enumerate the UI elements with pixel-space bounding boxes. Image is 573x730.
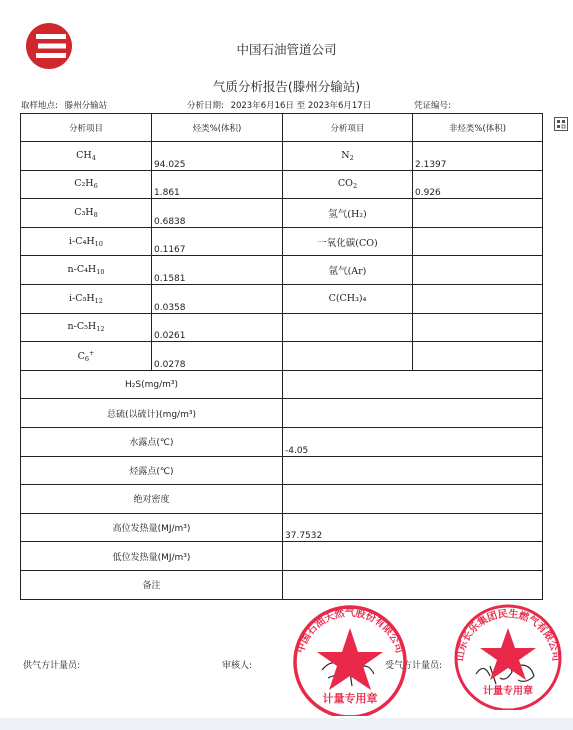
analysis-item-name [283,284,413,313]
formula-subscript: 6 [84,354,89,363]
table-row [21,485,543,514]
item-text: 氩气(Ar) [328,266,367,278]
component-formula [21,142,152,171]
table-row [21,284,543,313]
formula-subscript: 8 [93,210,98,219]
value-cell: 0.0358 [152,284,283,313]
company-name: 中国石油管道公司 [236,42,337,57]
property-value [283,485,543,514]
component-formula [21,284,152,313]
property-label: 高位发热量(MJ/m³) [21,513,283,542]
sampling-value: 滕州分输站 [64,101,108,111]
date-label: 分析日期: [187,101,224,111]
analysis-item-name [283,199,413,228]
viewer-bottom-bar [0,718,573,730]
formula-base: CH [76,149,92,161]
report-title: 气质分析报告(滕州分输站) [212,79,361,94]
table-row [21,313,543,342]
header-cell: 分析项目 [21,114,152,142]
seal-right-center: 计量专用章 [483,686,533,697]
component-formula [21,227,152,256]
value-cell [413,256,543,285]
value-cell: 0.1167 [152,227,283,256]
header-cell: 烃类%(体积) [152,114,283,142]
table-row [21,142,543,171]
value-cell: 0.6838 [152,199,283,228]
item-text: C(CH₃)₄ [328,293,367,305]
formula-base: C₂H [74,178,94,190]
component-formula [283,142,413,171]
component-formula [283,170,413,199]
item-text: 一氧化碳(CO) [317,237,378,249]
table-row [21,342,543,371]
table-header-row [21,114,543,142]
property-label: 备注 [21,570,283,599]
property-value [283,456,543,485]
formula-base: N [341,149,350,161]
seal-left-center: 计量专用章 [322,692,378,705]
date-value: 2023年6月16日 至 2023年6月17日 [230,101,372,111]
formula-base: n-C₄H [67,264,97,276]
formula-subscript: 2 [352,182,358,191]
property-value [283,399,543,428]
header-cell: 非烃类%(体积) [413,114,543,142]
qr-scan-icon[interactable] [554,117,568,131]
table-row [21,456,543,485]
analysis-item-name [283,227,413,256]
analysis-table [20,113,543,600]
value-cell [413,342,543,371]
receiver-metering-label: 受气方计量员: [385,661,443,671]
metering-seal-right [446,598,570,710]
table-row [21,542,543,571]
formula-subscript: 10 [94,239,103,248]
formula-superscript: + [88,348,95,357]
empty-cell [283,313,413,342]
certificate-number [414,99,451,111]
table-row [21,370,543,399]
formula-base: CO [337,178,353,190]
formula-base: i-C₅H [69,292,95,304]
table-row [21,170,543,199]
value-cell [413,199,543,228]
formula-base: C [77,350,85,362]
property-label: 总硫(以硫计)(mg/m³) [21,399,283,428]
table-row [21,570,543,599]
formula-subscript: 12 [96,325,105,334]
property-label: 低位发热量(MJ/m³) [21,542,283,571]
value-cell [413,284,543,313]
table-row [21,513,543,542]
item-text: 氢气(H₂) [328,208,367,220]
value-cell [413,313,543,342]
table-row [21,199,543,228]
value-cell: 1.861 [152,170,283,199]
value-cell [413,227,543,256]
property-value [283,542,543,571]
metering-seal-left [283,598,417,716]
empty-cell [283,342,413,371]
property-label: 绝对密度 [21,485,283,514]
header-cell: 分析项目 [283,114,413,142]
value-cell: 94.025 [152,142,283,171]
seal-left-text: 中国石油天然气股份有限公司 [295,608,405,655]
analysis-date [187,99,371,111]
formula-subscript: 6 [93,182,98,191]
property-label: 烃露点(℃) [21,456,283,485]
sampling-location [21,99,107,111]
supplier-metering-label: 供气方计量员: [23,661,81,671]
value-cell: 0.926 [413,170,543,199]
value-cell: 0.1581 [152,256,283,285]
formula-subscript: 12 [94,296,103,305]
property-value [283,370,543,399]
analysis-item-name [283,256,413,285]
seal-right-text: 山东长乐集团民生燃气有限公司 [454,608,562,662]
value-cell: 2.1397 [413,142,543,171]
value-cell: 0.0261 [152,313,283,342]
property-value: 37.7532 [283,513,543,542]
property-value: -4.05 [283,427,543,456]
component-formula [21,313,152,342]
property-label: H₂S(mg/m³) [21,370,283,399]
formula-base: n-C₅H [67,321,97,333]
formula-subscript: 4 [91,153,96,162]
formula-base: C₃H [74,206,94,218]
table-row [21,256,543,285]
formula-subscript: 10 [96,268,105,277]
component-formula [21,170,152,199]
value-cell: 0.0278 [152,342,283,371]
table-row [21,227,543,256]
property-label: 水露点(℃) [21,427,283,456]
table-row [21,427,543,456]
property-value [283,570,543,599]
component-formula [21,342,152,371]
component-formula [21,199,152,228]
cert-label: 凭证编号: [414,101,451,111]
formula-subscript: 2 [349,153,354,162]
component-formula [21,256,152,285]
formula-base: i-C₄H [69,235,95,247]
sampling-label: 取样地点: [21,101,58,111]
table-row [21,399,543,428]
reviewer-label: 审核人: [222,661,253,671]
